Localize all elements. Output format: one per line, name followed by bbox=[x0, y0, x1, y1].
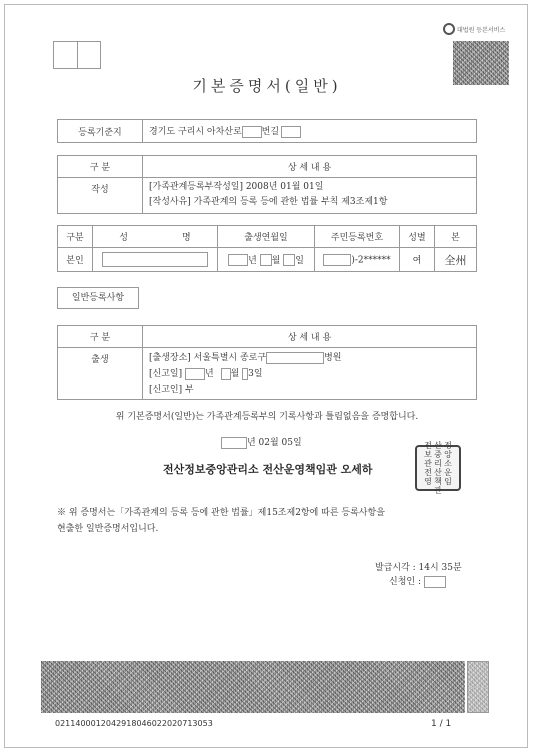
seal-char: 책 bbox=[434, 477, 442, 486]
applicant-line bbox=[375, 575, 462, 589]
page-title: 기본증명서(일반) bbox=[192, 77, 342, 95]
person-origin: 全州 bbox=[435, 248, 477, 272]
person-header-type: 구분 bbox=[58, 226, 93, 248]
seal-char: 리 bbox=[434, 459, 442, 468]
seal-char: 산 bbox=[434, 441, 442, 450]
report-year-blank bbox=[185, 368, 205, 380]
general-details bbox=[143, 348, 477, 400]
creation-details bbox=[143, 178, 477, 214]
creation-reason-line: [작성사유] 가족관계의 등록 등에 관한 법률 부칙 제3조제1항 bbox=[149, 197, 388, 207]
person-resident-cell bbox=[315, 248, 400, 272]
report-month-suffix: 월 bbox=[230, 369, 240, 379]
general-col-header-1: 구 분 bbox=[58, 326, 143, 348]
issue-time: 발급시각 : 14시 35분 bbox=[375, 563, 462, 573]
birth-day-suffix: 일 bbox=[295, 255, 304, 266]
person-row-label: 본인 bbox=[58, 248, 93, 272]
seal-char: 임 bbox=[444, 477, 452, 486]
general-section-label: 일반등록사항 bbox=[57, 287, 139, 309]
top-left-box bbox=[53, 41, 101, 69]
seal-char: 관 bbox=[424, 459, 432, 468]
person-header-resident: 주민등록번호 bbox=[315, 226, 400, 248]
person-header-birth: 출생연월일 bbox=[218, 226, 315, 248]
seal-char: 관 bbox=[434, 486, 442, 495]
general-table bbox=[57, 325, 477, 400]
security-barcode-strip bbox=[41, 661, 465, 713]
person-header-name bbox=[93, 226, 218, 248]
seal-char: 영 bbox=[424, 477, 432, 486]
birth-month-suffix: 월 bbox=[271, 255, 281, 266]
creation-col-header-2: 상 세 내 용 bbox=[143, 156, 477, 178]
report-date-prefix: [신고일] bbox=[149, 369, 183, 379]
seal-char: 앙 bbox=[444, 450, 452, 459]
court-logo-icon bbox=[443, 23, 455, 35]
registration-table bbox=[57, 119, 477, 143]
seal-char: 보 bbox=[424, 450, 432, 459]
court-logo-text: 대법원 등본서비스 bbox=[457, 26, 506, 34]
resident-suffix: )-2****** bbox=[351, 255, 391, 265]
certification-date bbox=[221, 435, 302, 449]
registration-label: 등록기준지 bbox=[58, 120, 143, 143]
legal-note-line-1: ※ 위 증명서는「가족관계의 등록 등에 관한 법률」제15조제2항에 따른 등록사항을 bbox=[57, 508, 385, 518]
birthplace-suffix: 병원 bbox=[324, 353, 342, 363]
legal-note bbox=[57, 505, 385, 537]
person-name-blank bbox=[102, 252, 208, 267]
court-logo bbox=[443, 23, 523, 35]
seal-char: 운 bbox=[444, 468, 452, 477]
document-page bbox=[4, 4, 528, 748]
certification-date-suffix: 년 02월 05일 bbox=[247, 438, 302, 448]
birthplace-blank bbox=[266, 352, 324, 364]
birth-year-blank bbox=[228, 254, 248, 266]
creation-table bbox=[57, 155, 477, 214]
creation-col-header-1: 구 분 bbox=[58, 156, 143, 178]
reporter-line: [신고인] 부 bbox=[149, 385, 194, 395]
address-prefix: 경기도 구리시 아차산로 bbox=[149, 127, 242, 138]
birthplace-line bbox=[149, 350, 476, 366]
seal-char: 소 bbox=[444, 459, 452, 468]
birthplace-prefix: [출생장소] 서울특별시 종로구 bbox=[149, 353, 267, 363]
person-name-cell bbox=[93, 248, 218, 272]
report-day-suffix: 3일 bbox=[248, 369, 263, 379]
person-table bbox=[57, 225, 477, 272]
registration-address bbox=[143, 120, 477, 143]
address-blank-2 bbox=[281, 126, 301, 138]
general-col-header-2: 상 세 내 용 bbox=[143, 326, 477, 348]
document-number: 0211400012042918046022020713053 bbox=[55, 719, 213, 728]
barcode-side-box bbox=[467, 661, 489, 713]
seal-char: 중 bbox=[434, 450, 442, 459]
official-seal bbox=[415, 441, 461, 495]
person-gender: 여 bbox=[400, 248, 435, 272]
person-header-surname: 성 bbox=[119, 233, 128, 243]
creation-date-line: [가족관계등록부작성일] 2008년 01월 01일 bbox=[149, 182, 324, 192]
page-indicator: 1 / 1 bbox=[431, 719, 452, 729]
address-suffix: 번길 bbox=[261, 127, 280, 138]
seal-char: 전 bbox=[424, 468, 432, 477]
birth-day-blank bbox=[283, 254, 295, 266]
applicant-blank bbox=[424, 576, 446, 588]
seal-char: 전 bbox=[424, 441, 432, 450]
seal-char: 산 bbox=[434, 468, 442, 477]
birth-month-blank bbox=[260, 254, 272, 266]
person-header-given: 명 bbox=[182, 233, 191, 243]
address-blank-1 bbox=[242, 126, 262, 138]
general-row-label: 출생 bbox=[58, 348, 143, 400]
resident-blank bbox=[323, 254, 351, 266]
issue-info bbox=[375, 561, 462, 589]
person-birth-cell bbox=[218, 248, 315, 272]
report-month-blank bbox=[221, 368, 231, 380]
report-date-line bbox=[149, 366, 476, 382]
birth-year-suffix: 년 bbox=[248, 255, 257, 266]
creation-row-label: 작성 bbox=[58, 178, 143, 214]
issuing-official: 전산정보중앙관리소 전산운영책임관 오세하 bbox=[163, 463, 373, 476]
person-header-origin: 본 bbox=[435, 226, 477, 248]
person-header-gender: 성별 bbox=[400, 226, 435, 248]
report-year-suffix: 년 bbox=[204, 369, 214, 379]
certification-statement: 위 기본증명서(일반)는 가족관계등록부의 기록사항과 틀림없음을 증명합니다. bbox=[115, 412, 419, 422]
legal-note-line-2: 현출한 일반증명서입니다. bbox=[57, 524, 159, 534]
seal-char: 정 bbox=[444, 441, 452, 450]
applicant-label: 신청인 : bbox=[389, 577, 421, 587]
certification-year-blank bbox=[221, 437, 247, 449]
